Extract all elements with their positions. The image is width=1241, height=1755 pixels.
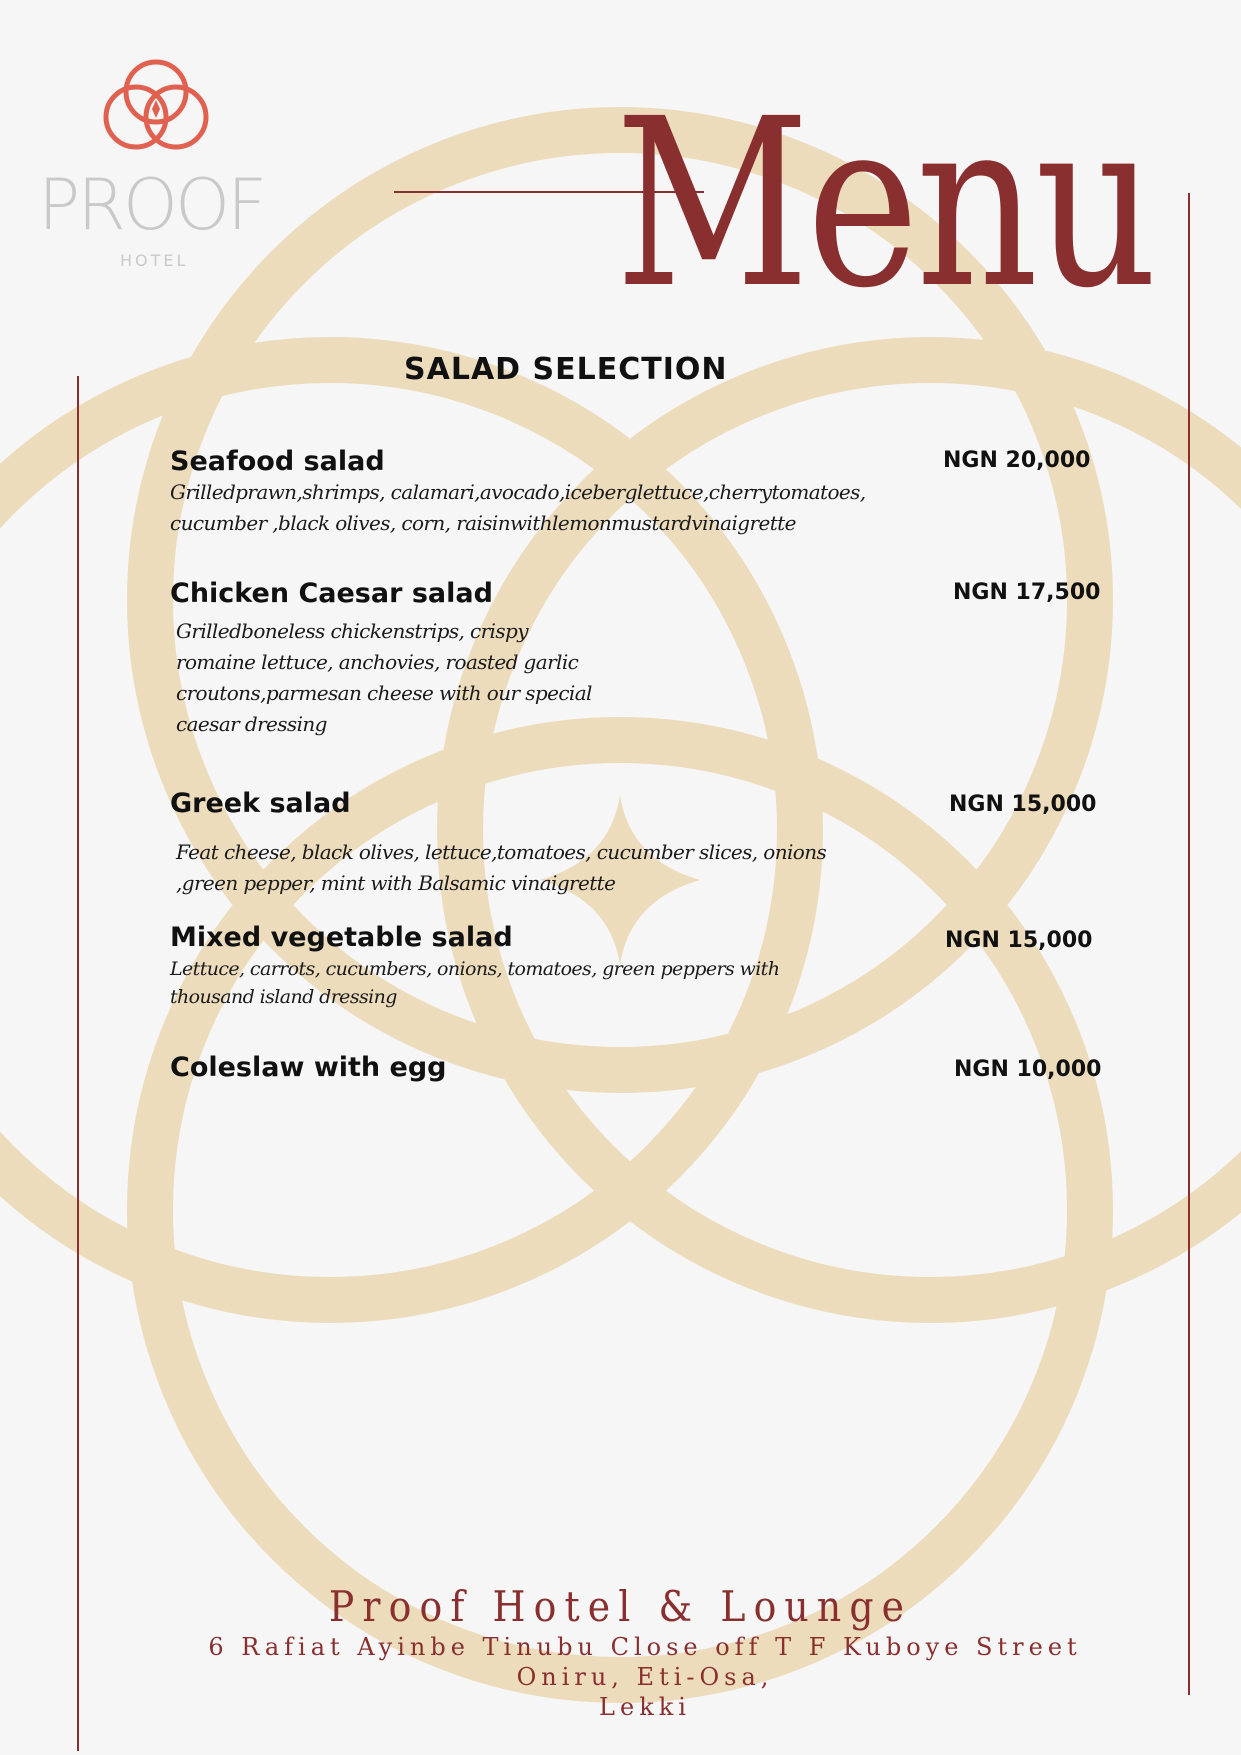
logo-wordmark: PROOF [38,164,265,246]
item-name: Mixed vegetable salad [170,922,513,953]
item-price: NGN 15,000 [949,792,1097,817]
item-price: NGN 10,000 [954,1057,1102,1082]
description-line: romaine lettuce, anchovies, roasted garlic [176,650,579,674]
item-name: Coleslaw with egg [170,1052,447,1083]
section-title: SALAD SELECTION [404,352,728,387]
description-line: ,green pepper, mint with Balsamic vinaigrette [176,871,616,895]
description-line: Grilledprawn,shrimps, calamari,avocado,iceberglettuce,cherrytomatoes, [170,480,866,504]
address-line: Lekki [599,1693,691,1721]
description-line: Lettuce, carrots, cucumbers, onions, tomatoes, green peppers with [170,958,780,980]
item-description [170,955,779,1011]
item-name: Seafood salad [170,446,385,477]
description-line: Feat cheese, black olives, lettuce,tomatoes, cucumber slices, onions [176,840,827,864]
item-description [170,477,866,539]
description-line: caesar dressing [176,712,327,736]
footer-address [150,1632,1140,1722]
page-title: Menu [615,69,1155,339]
item-name: Chicken Caesar salad [170,578,493,609]
footer-venue-name: Proof Hotel & Lounge [328,1582,913,1631]
description-line: Grilledboneless chickenstrips, crispy [176,619,528,643]
item-description [176,837,826,899]
item-description [176,616,592,740]
item-name: Greek salad [170,788,351,819]
description-line: thousand island dressing [170,986,397,1008]
description-line: croutons,parmesan cheese with our special [176,681,592,705]
item-price: NGN 17,500 [953,580,1101,605]
right-border-rule [1188,193,1190,1695]
logo-subtext: HOTEL [120,251,189,270]
item-price: NGN 15,000 [945,928,1093,953]
item-price: NGN 20,000 [943,448,1091,473]
logo-knot-icon [96,52,216,172]
address-line: 6 Rafiat Ayinbe Tinubu Close off T F Kuboye Street Oniru, Eti-Osa, [208,1633,1082,1691]
left-border-rule [77,376,79,1751]
description-line: cucumber ,black olives, corn, raisinwithlemonmustardvinaigrette [170,511,796,535]
